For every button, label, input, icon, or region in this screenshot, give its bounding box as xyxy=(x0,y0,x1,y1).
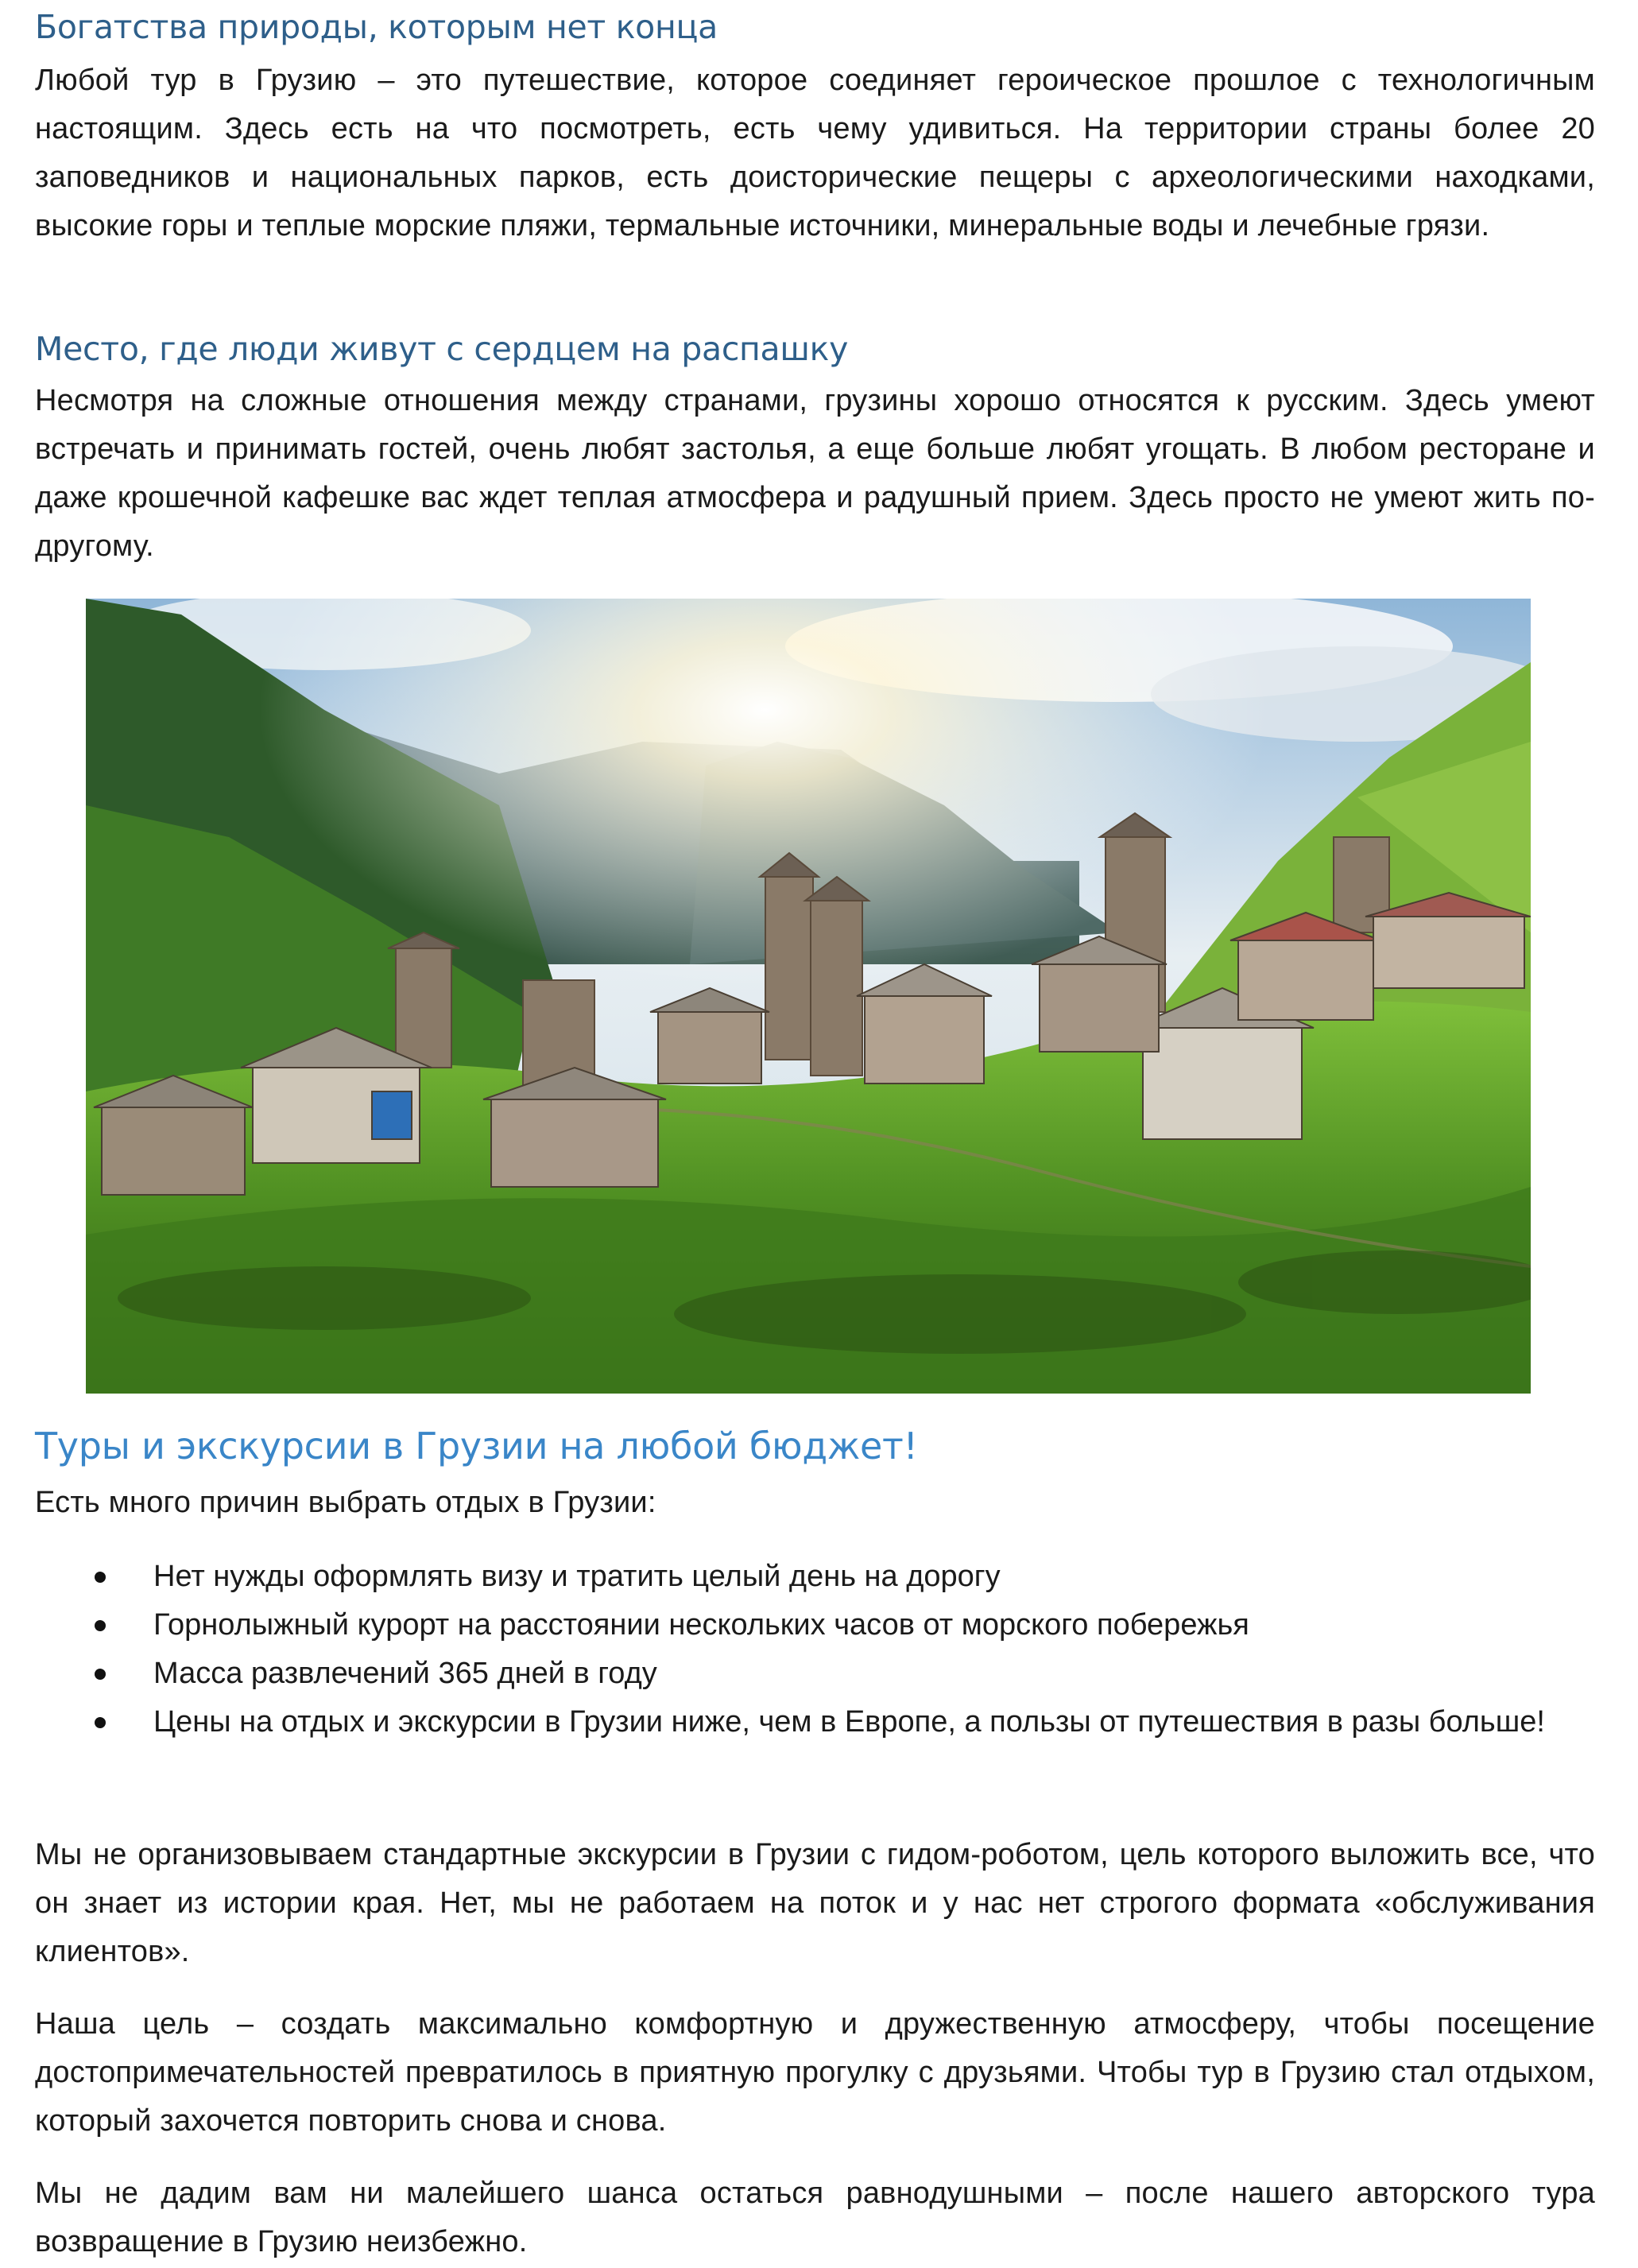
list-item-text: Горнолыжный курорт на расстоянии нескольких часов от морского побережья xyxy=(153,1608,1249,1642)
tours-heading: Туры и экскурсии в Грузии на любой бюджет! xyxy=(35,1425,918,1467)
section-heading-people: Место, где люди живут с сердцем на распашку xyxy=(35,330,849,368)
list-item xyxy=(35,1698,1595,1747)
paragraph-approach: Мы не организовываем стандартные экскурсии в Грузии с гидом-роботом, цель которого выложить все, что он знает из истории края. Нет, мы не работаем на поток и у нас нет строгого формата «обслуживания клиентов». xyxy=(35,1838,1595,1968)
list-item xyxy=(35,1553,1595,1601)
bullet-icon xyxy=(95,1572,106,1583)
section-paragraph-nature: Любой тур в Грузию – это путешествие, которое соединяет героическое прошлое с технологичным настоящим. Здесь есть на что посмотреть, есть чему удивиться. На территории страны более 20 заповедников и национальных парков, есть доисторические пещеры с археологическими находками, высокие горы и теплые морские пляжи, термальные источники, минеральные воды и лечебные грязи. xyxy=(35,64,1595,242)
section-paragraph-people: Несмотря на сложные отношения между странами, грузины хорошо относятся к русским. Здесь умеют встречать и принимать гостей, очень любят застолья, а еще больше любят угощать. В любом ресторане и даже крошечной кафешке вас ждет теплая атмосфера и радушный прием. Здесь просто не умеют жить по-другому. xyxy=(35,384,1595,563)
bullet-icon xyxy=(95,1669,106,1680)
section-heading-nature: Богатства природы, которым нет конца xyxy=(35,8,718,46)
list-item xyxy=(35,1650,1595,1698)
mountain-village-photo xyxy=(86,599,1531,1394)
bullet-icon xyxy=(95,1620,106,1631)
tours-intro: Есть много причин выбрать отдых в Грузии: xyxy=(35,1486,656,1519)
paragraph-goal: Наша цель – создать максимально комфортную и дружественную атмосферу, чтобы посещение достопримечательностей превратилось в приятную прогулку с друзьями. Чтобы тур в Грузию стал отдыхом, который захочется повторить снова и снова. xyxy=(35,2007,1595,2138)
list-item-text: Масса развлечений 365 дней в году xyxy=(153,1657,657,1690)
bullet-icon xyxy=(95,1717,106,1728)
paragraph-closing: Мы не дадим вам ни малейшего шанса остаться равнодушными – после нашего авторского тура возвращение в Грузию неизбежно. xyxy=(35,2177,1595,2258)
list-item xyxy=(35,1601,1595,1650)
list-item-text: Цены на отдых и экскурсии в Грузии ниже, чем в Европе, а пользы от путешествия в разы больше! xyxy=(153,1705,1545,1739)
reasons-list xyxy=(35,1553,1595,1747)
list-item-text: Нет нужды оформлять визу и тратить целый день на дорогу xyxy=(153,1560,1001,1593)
